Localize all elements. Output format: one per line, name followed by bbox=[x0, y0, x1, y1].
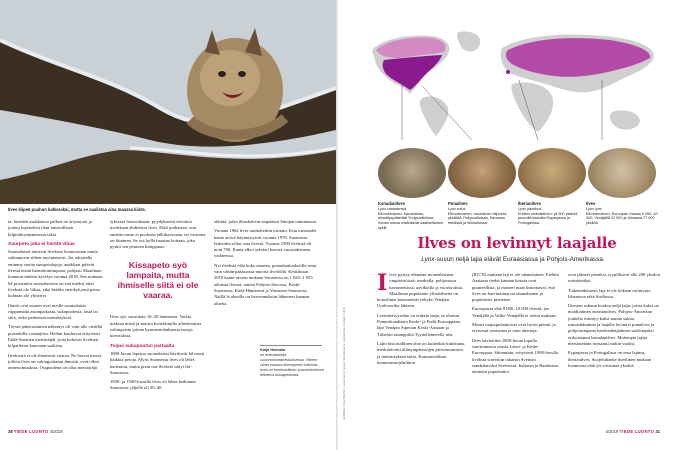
eurasian-lynx-photo bbox=[588, 148, 656, 198]
photo-caption: Ilves kiipeä puuhun katkeraksi, mutta se saalistaa aina maassa kiiste. bbox=[8, 207, 147, 212]
paragraph: Levinneisyysalue on erittäin laaja, se ulottuu Fennoskandiasta Keski- ja Etelä-Eurooppaan, läpi Venäjän Siperian Keski-Aasiaan ja Tiibetiin tasangoilta Tyynellemerelle asti. bbox=[377, 312, 461, 337]
author-divider bbox=[260, 345, 322, 346]
page-gutter bbox=[336, 0, 338, 450]
subheading: Toipui sukupuuton partaalta bbox=[110, 343, 175, 349]
page-number: 31 bbox=[655, 429, 660, 434]
paragraph: Nyt ilveksiä elää koko maassa, pononhoitoalueilla tosin vain vähän pääasiassa muorta ilvelöillä. Keskikuun 2019 kanta-arvion mukaan Suomessa on 1 845–1 955 aikuista ilvestä, eniten Pohjois-Savossa, Keski-Suomessa, Etelä-Hämeessä ja Varsinais-Suomessa. Näillä lä alueilla on harvennuksiin lähteneet kannan aluetta. bbox=[214, 262, 317, 306]
article-subhead bbox=[362, 256, 664, 263]
paragraph: Täysin päinvastainen näkemys oli vain alle viidellä prosentilla vastaajista. Heihin kuuluivat erityisesti Etelä-Suomen metsästäjät, joita kokevat ilveksen kilpailevan kanssaan saaliista. bbox=[8, 324, 103, 349]
bobcat-photo bbox=[448, 148, 516, 198]
species-latin: Lynx rufus bbox=[448, 206, 466, 211]
species-label-4 bbox=[586, 202, 660, 226]
drop-cap: I bbox=[377, 270, 388, 296]
species-latin: Lynx lynx bbox=[586, 206, 602, 211]
paragraph: 1800-luvun lopussa suomalaiset hävittivät kilvaasti kaikkia petoja. Myös Suomessa ilves oli lähes kadonnut, mutta pieni osa ilveksiä säilyi Itä-Suomessa. bbox=[110, 350, 205, 375]
species-name: Ilves bbox=[586, 201, 596, 206]
paragraph: Ilmiöt ovat suuren ovat meille suomalaisia riippumatta asuinpaikasta, sukupuolesta, iästä tai siitä, onko perheessä metsästyksiä. bbox=[8, 302, 98, 321]
author-box bbox=[260, 348, 326, 378]
species-latin: Lynx pardinus bbox=[518, 206, 542, 211]
greenland-shape bbox=[457, 32, 480, 52]
graphic-credit: Grafiikka: Peter Bednin, Lucas Sans / kuvat: Shutterstock, istockphoto / Lähde: IUCN bbox=[342, 307, 346, 420]
issue-number: 4/2019 bbox=[605, 429, 619, 434]
paragraph: 1930- ja 1940-luvuilla ilves oli lähes kadonnut Suomesta: jäljellä oli 30–40 bbox=[110, 379, 196, 391]
lynx-portraits bbox=[374, 148, 664, 198]
paragraph: Espanjassa ja Portugalissa on oma lajinsa, iberianilves. Suojeluhanke iberilinen mukaan luonnossa elää yli viisisataa yksilöä. bbox=[568, 350, 652, 368]
paragraph: Lajin historiallinen alue on kuitenkin kutistunut merkittävästi ällinympäristöjen pirstoutumisen ja metsästyksen takia. Kansainvälisen luonnonsuojeluliiton bbox=[377, 340, 465, 365]
paragraph: eläintä, jotka ilkuskelivat etupäässä Itärajan tuntumassa. bbox=[214, 219, 318, 224]
subhead-text: -suvun neljä lajia elävät Euraasiassa ja Pohjois-Amerikassa. bbox=[434, 256, 605, 263]
species-name: Kanadanilves bbox=[378, 201, 405, 206]
paragraph: (IUCN) mukaan laji ei ole uhanalainen. Eteläin Aasiassa tiedot kannan koosta ovat puutteellisia, ja moneet maat ilmoittavat, että ilves on harvinainen tai uhanalainen ja populaatiot pienenee. bbox=[472, 272, 559, 303]
paragraph: ovat jääneet pieniksi, tyypillisesti alle 200 yksilön esiintymiksi. bbox=[568, 272, 660, 284]
species-name: Iberianilves bbox=[518, 201, 542, 206]
paragraph: Euroopassa elää 9 000–10 000 ilvestä, joe Venäjällä ja Valko-Venäjällä ei otettu mukaan. bbox=[472, 306, 557, 318]
right-column-2 bbox=[472, 272, 560, 378]
issue-number: 4/2019 bbox=[49, 429, 63, 434]
species-label-3 bbox=[518, 202, 582, 226]
canada-lynx-photo bbox=[378, 148, 446, 198]
subhead-genus: Lynx bbox=[421, 256, 435, 263]
paragraph: tyksessä haavoittunut, pyydykseesä eleväinä merkkaan ahdistettu ilves. Eikö poikastasi ovat ennettu ensin ei puolusta jälkikasvuaan, tai vaistona on ihminen. Se voi kyllä haastua kotiaan, joka pyrkii sen pentuen kimppuun. bbox=[110, 219, 206, 250]
author-name: Katja Holmala bbox=[260, 348, 286, 352]
right-column-1 bbox=[377, 272, 465, 369]
paragraph: ta, herättää asukkaissa pelkoa tai ärtymystä ja joutuu lopettekisi ilian tuttavallisen kilpitärkyräpmisessä takia. bbox=[8, 219, 92, 237]
paragraph: Ilvesten sukuun kuuluu neljä lajia, joista kaksi on maiditalmen eurasianilves. Pohjois-Amerikan joukella esiintyy kaksi muuta sukua, runsaslukuinen ja laajalle levinnyt punailves ja pohjoisempana lumikenkäjänksen saalistajaksi erikoistunut kanadanilves. Molempia lajeja metsästetään runsaasti turkin vuoksi. bbox=[568, 303, 659, 346]
left-column-1 bbox=[8, 219, 104, 375]
iberian-lynx-photo bbox=[518, 148, 586, 198]
paragraph: Ilves syö vuosittain 10–50 lammasta. Vaikio maksaa niistä ja muista kotieläimille aiheutetuista vahingoista joitain kymmeniätuhansia euroja korvauksia. bbox=[110, 314, 202, 339]
species-desc: Elinvoimainen: Euroopan masaa 9 000–10 000, Venäjällä 22 500 ja Kiinassa 27 000 yksilöä. bbox=[586, 211, 658, 226]
paragraph bbox=[377, 272, 465, 310]
pull-quote: Kissapeto syö lampaita, mutta ihmiselle siitä ei ole vaaraa. bbox=[117, 260, 199, 301]
species-desc: Elinvoimainen: Kanadassa, alimällyspäiteitää Yhdysvalloissa. Kanan kokoa määräävät saaliseläimen syklit. bbox=[378, 211, 444, 230]
magazine-name: TIEDE LUONTO bbox=[13, 429, 49, 434]
folio-left bbox=[8, 429, 63, 434]
subheading: Suurpeto joka ei herätä vihaa bbox=[8, 241, 75, 247]
paragraph: Todennäköisesti laja ei ole kokaan esiintynyt Irlannissa eikä Sisiliassa. bbox=[568, 287, 651, 299]
right-column-3 bbox=[568, 272, 660, 372]
author-bio: on erikoistutkija Luonnonvarakeskuksessa. Hänen viime vuonna ilmestyneet tutkimus ilves on ensimmäinen suomenkielinen tietoteos kissapedoista. bbox=[260, 353, 324, 377]
species-desc: Erittäin uhanalainen: yli 500 yksilöä pesivillä lakealla Espanjassa ja Portugalissa. bbox=[518, 211, 578, 226]
magazine-name: TIEDE LUONTO bbox=[619, 429, 655, 434]
left-column-3 bbox=[214, 219, 318, 310]
paragraph-text: lves pystyy elämään monenlaisissa ympäristöissä: tundralla, pohjoisissa havumetsissä, aavikoilla ja vuoristoissa. Maailman populaatio ylimäaluetta on borealinen havumetsävyöhyke Venäjän Uralvuorilta lähteen. bbox=[377, 272, 463, 309]
paragraph: Vuonna 1962 ilves rauhoitettiin osittain. Kun vanstaalet kanta arviot käynnistyivät vuonna 1978, Suomessa laskettiin reilut sata ilvestä. Vuonna 1990 ilveksiä oli noin 700. Kanta alkoi selvästi kasvaa vuosituhannen vaihteessa. bbox=[214, 228, 317, 259]
map-leader-lines bbox=[362, 80, 658, 150]
paragraph: Ilves hävitettiin 1800-luvun lopulla suurimmassa osasta Länsi- ja Keski-Eurooppaa. Sittemmin, erityisesti 1990-luvulla ilveksiä siirrettiin takaisin Sveitsin ranskalaisiksi Sveitsissä, Italiassa ja Ranskassa. tatutetut populaatiot bbox=[472, 337, 560, 375]
folio-right bbox=[605, 429, 660, 434]
paragraph: Suomalaiset tuntevat ilveksen luonnostaan mutta suhtautuvat siihen myönteisesti. Jos aikaisella enimmy useita suurpetolajeja, anakkaat pitävät ilvestä niistä harmittomimpana, palijasit Maailman luonnon säätiön kyselyn vuonna 2018. Sen mukaan 64 prosenttia suomalaisista on sitä mieltä, ettei ilveksiä ole liikaa, eikä heidän sietokykynsä petoa kohtaan ole ylittynyt. bbox=[8, 249, 103, 299]
lynx-photo bbox=[0, 0, 336, 204]
page-number: 38 bbox=[8, 429, 13, 434]
iberian-lynx-range bbox=[506, 70, 510, 74]
species-label-2 bbox=[448, 202, 514, 226]
article-headline: Ilves on levinnyt laajalle bbox=[417, 234, 617, 252]
paragraph: Ilveksistä ei ole ilmeisesti vaaraa. Ne harvat kerrat, jolloin ilves on vahingoittanut ihmistä, ovat olleet onnettomuuksia. Osapuolena on ollut metsästäjä bbox=[8, 352, 103, 371]
species-name: Punailves bbox=[448, 201, 468, 206]
species-desc: Elinvoimainen: muutamia miljoonia yksilöitä Yhdysvalloissa, Kanadan etelässä ja Meksikossa. bbox=[448, 211, 507, 226]
paragraph: Monet osapopulaatioista ovat hyvin pieniä, ja etyisessä toisistaan ja oton uhattuja. bbox=[472, 322, 556, 334]
left-column-2 bbox=[110, 219, 206, 395]
species-latin: Lynx canadensis bbox=[378, 206, 407, 211]
species-label-1 bbox=[378, 202, 444, 231]
